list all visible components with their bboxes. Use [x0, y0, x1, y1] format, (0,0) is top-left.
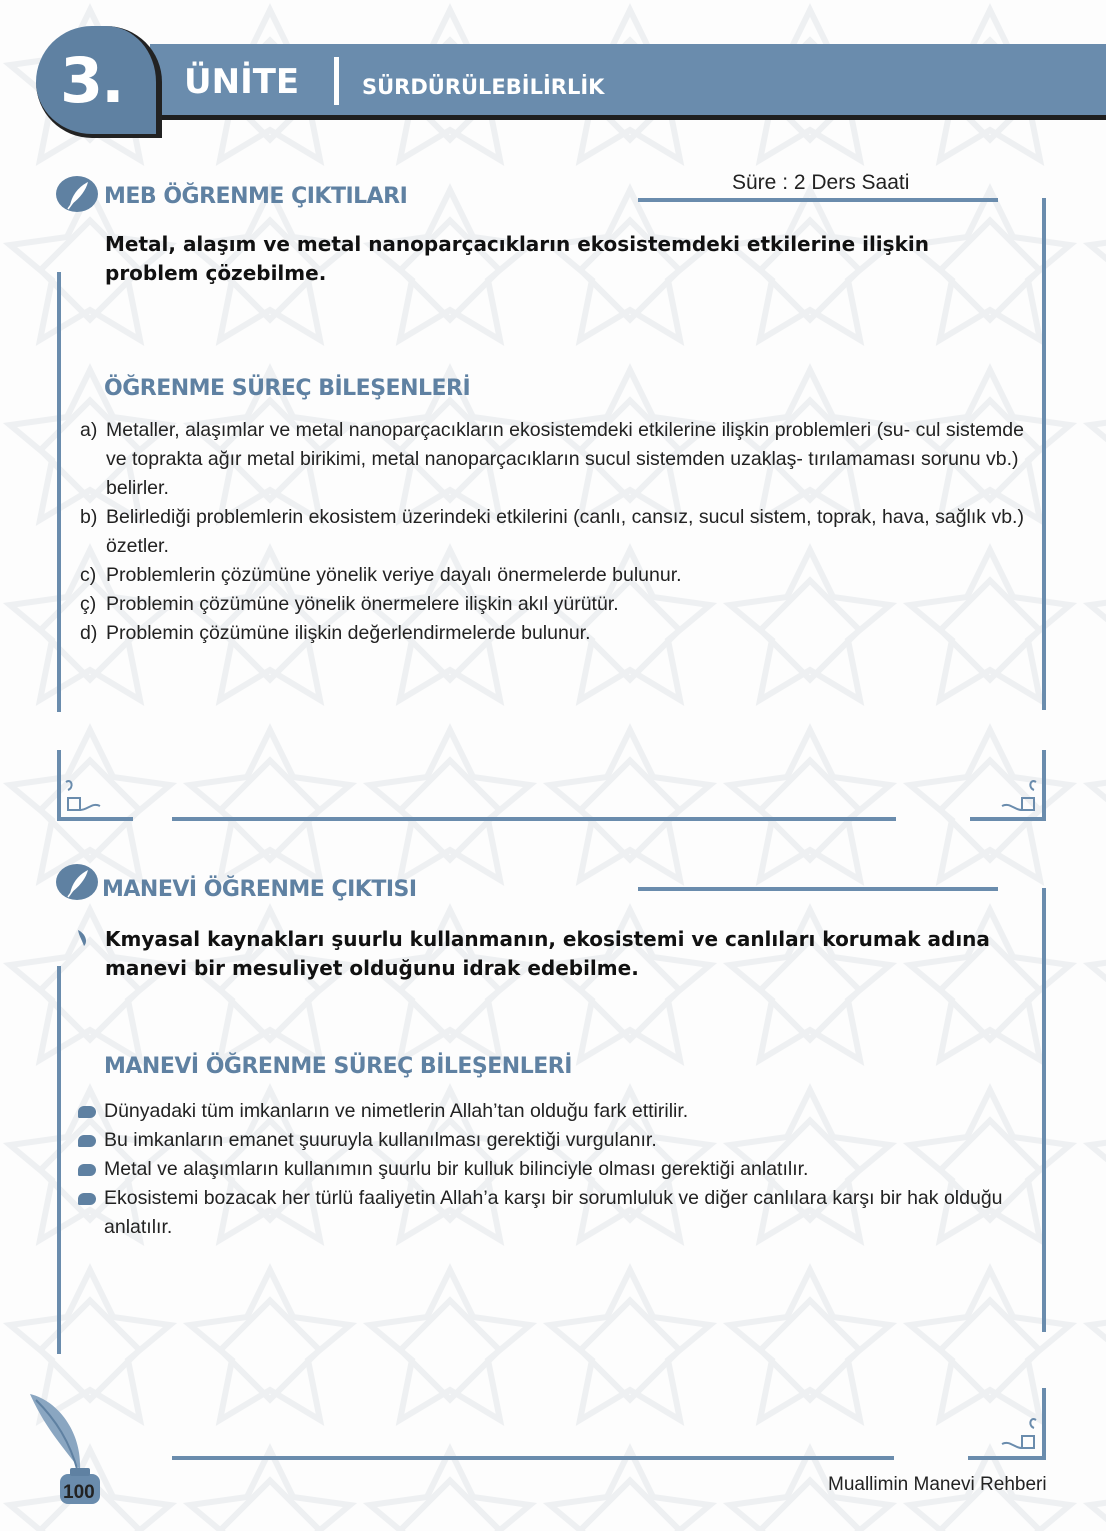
frame-right-line: [1042, 750, 1046, 820]
unit-title: SÜRDÜRÜLEBİLİRLİK: [362, 75, 605, 99]
frame-bottom-rule: [968, 1456, 1046, 1460]
frame-bottom-rule: [172, 817, 896, 821]
frame-bottom-rule: [57, 817, 133, 821]
title-rule: [638, 198, 998, 202]
frame-bottom-rule: [970, 817, 1046, 821]
bullet-icon: [78, 1106, 96, 1118]
bullet-icon: [78, 1193, 96, 1205]
corner-ornament-icon: [996, 1414, 1040, 1454]
title-rule: [638, 887, 998, 891]
list-item: Bu imkanların emanet şuuruyla kullanılması gerektiği vurgulanır.: [78, 1126, 1008, 1155]
manevi-outcome-text: Kmyasal kaynakları şuurlu kullanmanın, ekosistemi ve canlıları korumak adına manevi bir mesuliyet olduğunu idrak edebilme.: [105, 927, 990, 980]
frame-right-line: [1042, 198, 1046, 710]
duration-label: Süre : 2 Ders Saati: [732, 171, 910, 194]
frame-left-line: [57, 750, 61, 820]
frame-bottom-rule: [172, 1456, 894, 1460]
manevi-process-list: [78, 1097, 1008, 1242]
meb-outcome-text: Metal, alaşım ve metal nanoparçacıkların ekosistemdeki etkilerine ilişkin problem çözebilme.: [105, 232, 929, 285]
page-number: 100: [63, 1482, 95, 1503]
book-title: Muallimin Manevi Rehberi: [828, 1474, 1047, 1495]
bullet-icon: [78, 1164, 96, 1176]
unit-number: 3.: [60, 44, 123, 117]
manevi-outcome-title: MANEVİ ÖĞRENME ÇIKTISI: [102, 877, 417, 902]
corner-ornament-icon: [62, 776, 106, 816]
process-title: ÖĞRENME SÜREÇ BİLEŞENLERİ: [104, 376, 471, 401]
list-item: d) Problemin çözümüne ilişkin değerlendirmelerde bulunur.: [80, 622, 591, 644]
leaf-icon: [74, 928, 92, 948]
list-item: Dünyadaki tüm imkanların ve nimetlerin Allah’tan olduğu fark ettirilir.: [78, 1097, 1008, 1126]
frame-left-line: [57, 272, 61, 712]
feather-icon: [56, 864, 98, 900]
header-divider: [334, 57, 339, 105]
list-item: a) Metaller, alaşımlar ve metal nanoparçacıkların ekosistemdeki etkilerine ilişkin problemleri (su- cul sistemde ve toprakta ağır metal birikimi, metal nanoparçacıkların sucul sistemden uzaklaş- tırılamaması sorunu vb.) belirler.: [80, 419, 1024, 499]
frame-right-line: [1042, 1388, 1046, 1460]
manevi-process-title: MANEVİ ÖĞRENME SÜREÇ BİLEŞENLERİ: [104, 1054, 572, 1079]
frame-left-line: [57, 966, 61, 1354]
list-item: b) Belirlediği problemlerin ekosistem üzerindeki etkilerini (canlı, cansız, sucul sistem, toprak, hava, sağlık vb.) özetler.: [80, 506, 1024, 557]
list-item: ç) Problemin çözümüne yönelik önermelere ilişkin akıl yürütür.: [80, 593, 619, 615]
list-item: Ekosistemi bozacak her türlü faaliyetin Allah’a karşı bir sorumluluk ve diğer canlılara karşı bir hak olduğu anlatılır.: [78, 1184, 1008, 1242]
unit-label: ÜNİTE: [184, 62, 300, 102]
process-list: [80, 416, 1026, 648]
bullet-icon: [78, 1135, 96, 1147]
corner-ornament-icon: [996, 776, 1040, 816]
frame-right-line: [1042, 888, 1046, 1332]
feather-icon: [56, 176, 98, 212]
list-item: c) Problemlerin çözümüne yönelik veriye dayalı önermelerde bulunur.: [80, 564, 682, 586]
list-item: Metal ve alaşımların kullanımın şuurlu bir kulluk bilinciyle olması gerektiği anlatılır.: [78, 1155, 1008, 1184]
meb-outcomes-title: MEB ÖĞRENME ÇIKTILARI: [104, 184, 408, 209]
